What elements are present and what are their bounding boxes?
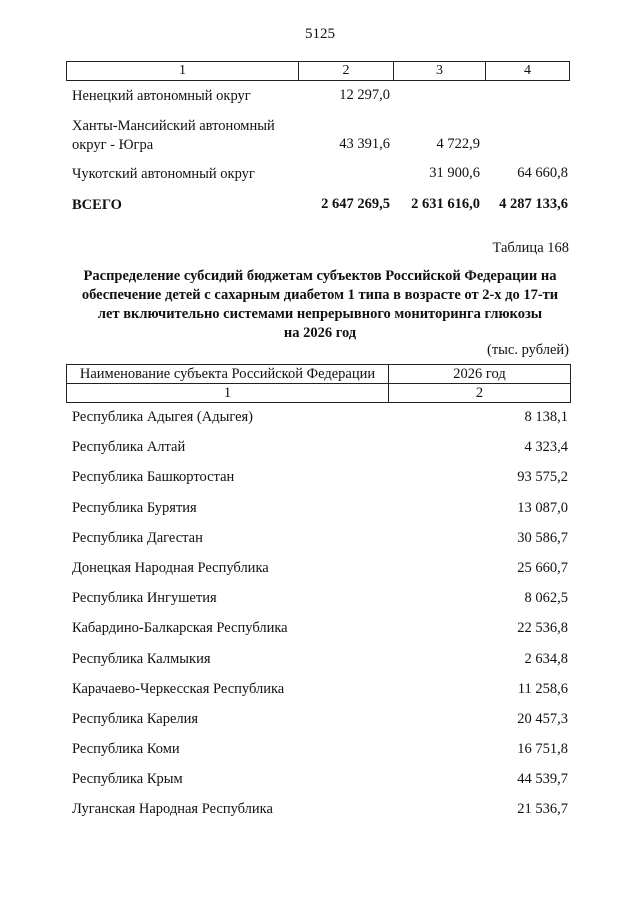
top-header-col-3: 3 <box>394 62 486 80</box>
table-row <box>72 406 568 436</box>
top-row-name: Ненецкий автономный округ <box>72 88 251 104</box>
units-label: (тыс. рублей) <box>487 342 569 358</box>
table-row <box>72 617 568 647</box>
subject-name: Карачаево-Черкесская Республика <box>72 680 285 697</box>
subject-name: Республика Башкортостан <box>72 469 235 486</box>
top-total-c3: 2 631 616,0 <box>411 196 480 212</box>
subsidy-value: 13 087,0 <box>517 499 568 516</box>
subject-name: Республика Дагестан <box>72 529 203 546</box>
table-title-line: на 2026 год <box>283 325 357 341</box>
top-row-c3: 4 722,9 <box>436 136 480 152</box>
subsidy-value: 21 536,7 <box>517 801 568 818</box>
subject-name: Кабардино-Балкарская Республика <box>72 620 288 637</box>
subject-name: Донецкая Народная Республика <box>72 559 269 576</box>
subject-name: Республика Карелия <box>72 710 199 727</box>
top-header-col-2: 2 <box>299 62 394 80</box>
subject-name: Республика Ингушетия <box>72 590 217 607</box>
header-col-year: 2026 год <box>453 366 506 382</box>
top-total-c4: 4 287 133,6 <box>499 196 568 212</box>
table-title <box>60 267 580 343</box>
table-title-line: Распределение субсидий бюджетам субъектов Российской Федерации на <box>83 268 557 284</box>
page-number: 5125 <box>305 26 335 42</box>
subsidy-value: 20 457,3 <box>517 710 568 727</box>
table-row <box>72 798 568 828</box>
subject-name: Республика Крым <box>72 771 183 788</box>
top-row-c3: 31 900,6 <box>429 165 480 181</box>
subject-name: Республика Адыгея (Адыгея) <box>72 409 254 425</box>
table-row <box>72 497 568 527</box>
subject-name: Республика Алтай <box>72 439 186 456</box>
subsidy-value: 25 660,7 <box>517 559 568 576</box>
table-row <box>72 436 568 466</box>
table-row <box>72 768 568 798</box>
table-row <box>72 648 568 678</box>
subsidy-value: 93 575,2 <box>517 469 568 486</box>
top-row-name-line1: Ханты-Мансийский автономный <box>72 118 275 134</box>
subsidy-value: 11 258,6 <box>517 680 568 697</box>
top-total-c2: 2 647 269,5 <box>321 196 390 212</box>
header-col-subject: Наименование субъекта Российской Федерации <box>67 365 389 383</box>
numbering-col-1: 1 <box>67 384 389 402</box>
table-title-line: лет включительно системами непрерывного мониторинга глюкозы <box>97 306 543 322</box>
top-table-header <box>66 61 570 81</box>
table-row <box>72 678 568 708</box>
top-row-name: Чукотский автономный округ <box>72 166 255 182</box>
subject-name: Республика Бурятия <box>72 499 197 516</box>
subsidy-table-header <box>66 364 571 403</box>
top-header-col-4: 4 <box>524 63 531 78</box>
subsidy-value: 8 138,1 <box>524 409 568 425</box>
subsidy-value: 22 536,8 <box>517 620 568 637</box>
top-row-name-line2: округ - Югра <box>72 137 154 153</box>
top-total-label: ВСЕГО <box>72 197 122 213</box>
subsidy-value: 30 586,7 <box>517 529 568 546</box>
table-row <box>72 708 568 738</box>
subject-name: Луганская Народная Республика <box>72 801 273 818</box>
table-row <box>72 527 568 557</box>
subsidy-value: 2 634,8 <box>524 650 568 667</box>
numbering-col-2: 2 <box>475 385 484 401</box>
table-caption: Таблица 168 <box>492 240 569 256</box>
top-row-c2: 43 391,6 <box>339 136 390 152</box>
table-row <box>72 557 568 587</box>
subsidy-list <box>72 406 568 829</box>
table-row <box>72 587 568 617</box>
table-row <box>72 738 568 768</box>
top-row-c2: 12 297,0 <box>339 87 390 103</box>
top-row-c4: 64 660,8 <box>517 165 568 181</box>
top-header-col-1: 1 <box>67 62 299 80</box>
subsidy-value: 8 062,5 <box>524 590 568 607</box>
subject-name: Республика Калмыкия <box>72 650 211 667</box>
subsidy-value: 4 323,4 <box>524 439 568 456</box>
subsidy-value: 44 539,7 <box>517 771 568 788</box>
subsidy-value: 16 751,8 <box>517 741 568 758</box>
subject-name: Республика Коми <box>72 741 180 758</box>
table-row <box>72 466 568 496</box>
table-title-line: обеспечение детей с сахарным диабетом 1 типа в возрасте от 2-х до 17-ти <box>81 287 559 303</box>
